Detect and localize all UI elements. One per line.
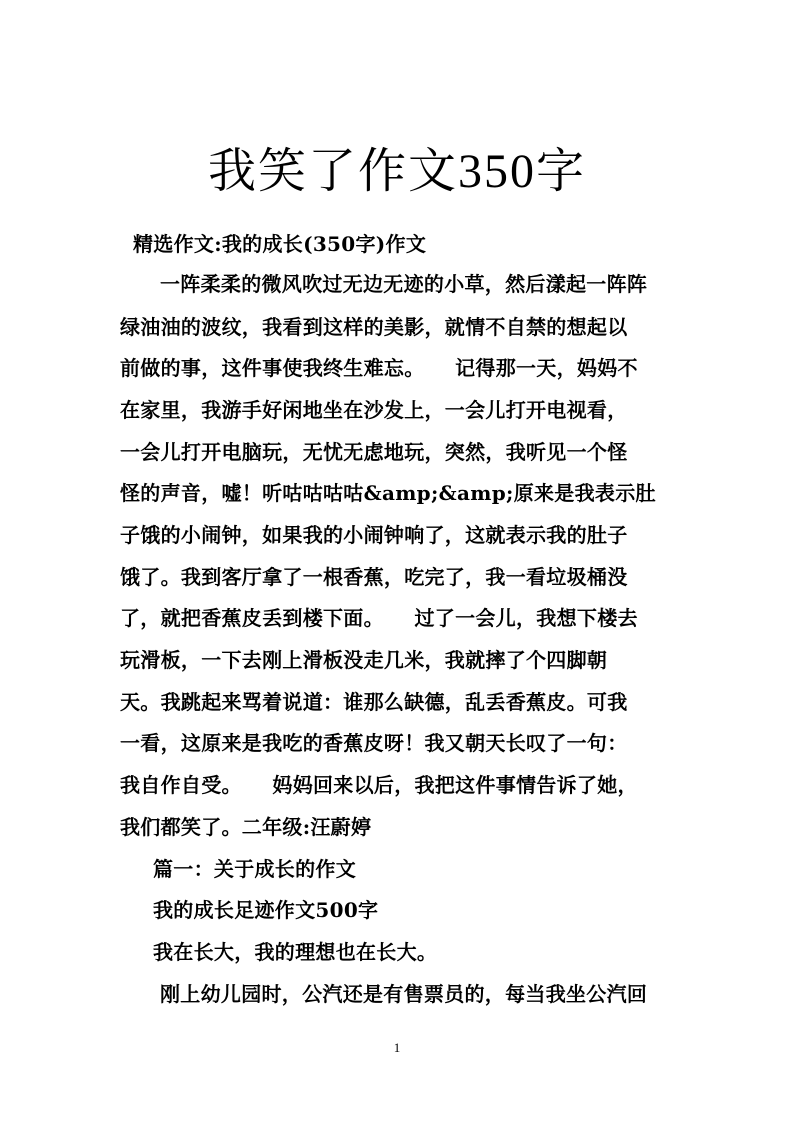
text-line: 绿油油的波纹，我看到这样的美影，就情不自禁的想起以 (120, 315, 628, 339)
text-line: 子饿的小闹钟，如果我的小闹钟响了，这就表示我的肚子 (120, 523, 628, 547)
text-line: 前做的事，这件事使我终生难忘。 记得那一天，妈妈不 (120, 356, 638, 380)
text-line: 了，就把香蕉皮丢到楼下面。 过了一会儿，我想下楼去 (120, 606, 638, 630)
text-line: 我自作自受。 妈妈回来以后，我把这件事情告诉了她， (120, 773, 638, 797)
text-line: 饿了。我到客厅拿了一根香蕉，吃完了，我一看垃圾桶没 (120, 565, 628, 589)
text-line: 刚上幼儿园时，公汽还是有售票员的，每当我坐公汽回 (160, 982, 648, 1006)
text-line: 我们都笑了。二年级:汪蔚婷 (120, 815, 372, 839)
subtitle: 精选作文:我的成长(350字)作文 (133, 232, 427, 256)
document-title: 我笑了作文350字 (207, 145, 586, 198)
text-line: 我的成长足迹作文500字 (153, 898, 379, 922)
text-line: 篇一：关于成长的作文 (153, 857, 356, 881)
text-line: 一阵柔柔的微风吹过无边无迹的小草，然后漾起一阵阵 (160, 272, 648, 296)
text-line: 一看，这原来是我吃的香蕉皮呀！我又朝天长叹了一句： (120, 731, 628, 755)
text-line: 天。我跳起来骂着说道：谁那么缺德，乱丢香蕉皮。可我 (120, 690, 628, 714)
text-line: 我在长大，我的理想也在长大。 (153, 940, 438, 964)
text-line: 一会儿打开电脑玩，无忧无虑地玩，突然，我听见一个怪 (120, 440, 628, 464)
text-line: 玩滑板，一下去刚上滑板没走几米，我就摔了个四脚朝 (120, 648, 608, 672)
page-number: 1 (393, 1040, 401, 1055)
text-line: 在家里，我游手好闲地坐在沙发上，一会儿打开电视看， (120, 398, 628, 422)
text-line: 怪的声音，嘘！听咕咕咕咕&amp;&amp;原来是我表示肚 (120, 481, 656, 505)
